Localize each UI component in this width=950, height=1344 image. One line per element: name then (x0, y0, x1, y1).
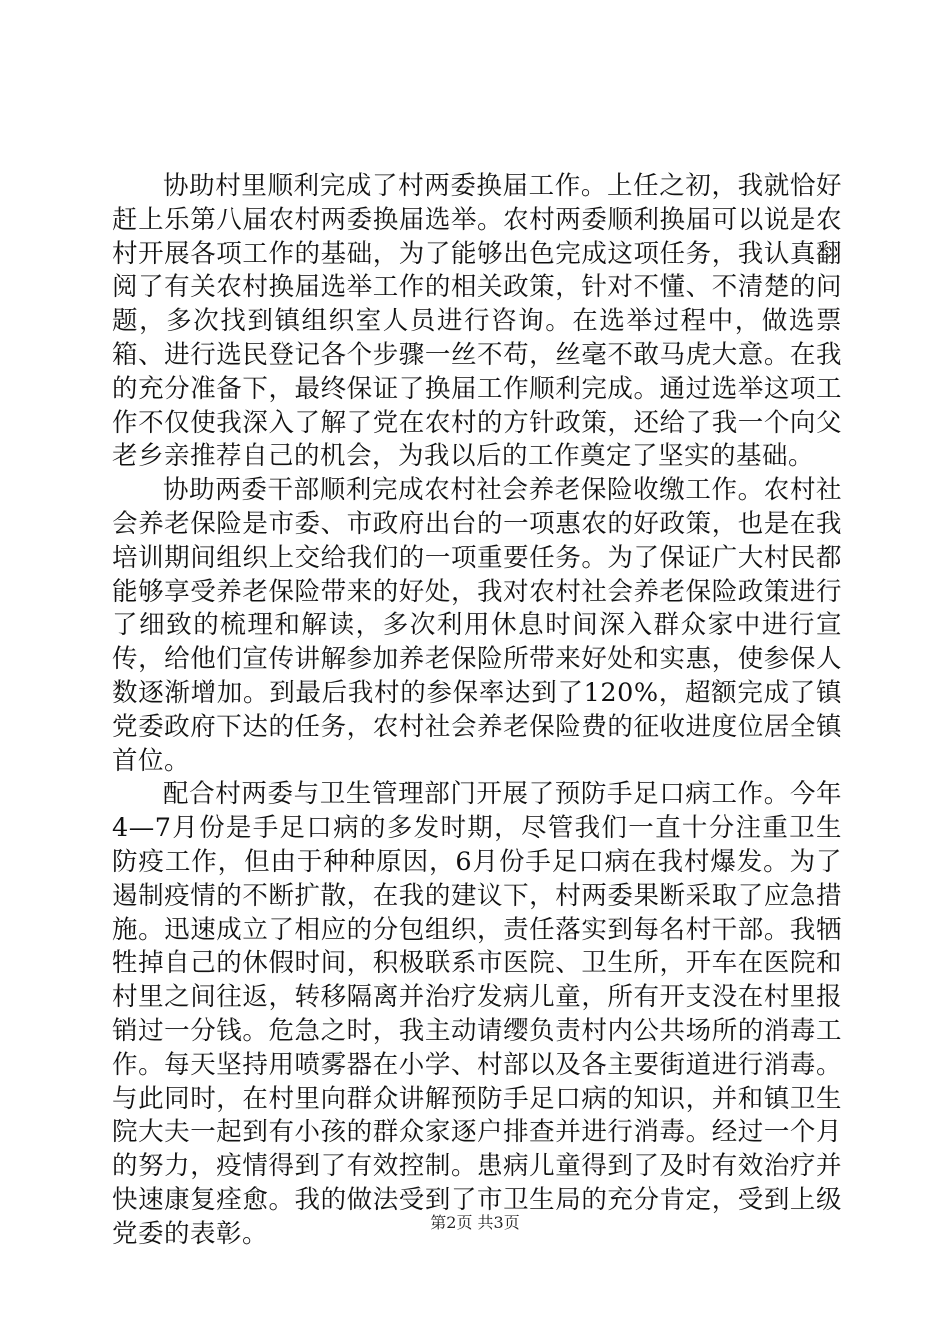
page-footer (0, 1213, 950, 1233)
page-number: 第2页 共3页 (430, 1213, 520, 1232)
paragraph-hfmd-prevention: 配合村两委与卫生管理部门开展了预防手足口病工作。今年4—7月份是手足口病的多发时期，尽管我们一直十分注重卫生防疫工作，但由于种种原因，6月份手足口病在我村爆发。为了遏制疫情的不断扩散，在我的建议下，村两委果断采取了应急措施。迅速成立了相应的分包组织，责任落实到每名村干部。我牺牲掉自己的休假时间，积极联系市医院、卫生所，开车在医院和村里之间往返，转移隔离并治疗发病儿童，所有开支没在村里报销过一分钱。危急之时，我主动请缨负责村内公共场所的消毒工作。每天坚持用喷雾器在小学、村部以及各主要街道进行消毒。与此同时，在村里向群众讲解预防手足口病的知识，并和镇卫生院大夫一起到有小孩的群众家逐户排查并进行消毒。经过一个月的努力，疫情得到了有效控制。患病儿童得到了及时有效治疗并快速康复痊愈。我的做法受到了市卫生局的充分肯定，受到上级党委的表彰。 (112, 779, 842, 1249)
paragraph-pension-insurance: 协助两委干部顺利完成农村社会养老保险收缴工作。农村社会养老保险是市委、市政府出台的一项惠农的好政策，也是在我培训期间组织上交给我们的一项重要任务。为了保证广大村民都能够享受养老保险带来的好处，我对农村社会养老保险政策进行了细致的梳理和解读，多次利用休息时间深入群众家中进行宣传，给他们宣传讲解参加养老保险所带来好处和实惠，使参保人数逐渐增加。到最后我村的参保率达到了120%，超额完成了镇党委政府下达的任务，农村社会养老保险费的征收进度位居全镇首位。 (112, 475, 842, 776)
paragraph-election: 协助村里顺利完成了村两委换届工作。上任之初，我就恰好赶上乐第八届农村两委换届选举。农村两委顺利换届可以说是农村开展各项工作的基础，为了能够出色完成这项任务，我认真翻阅了有关农村换届选举工作的相关政策，针对不懂、不清楚的问题，多次找到镇组织室人员进行咨询。在选举过程中，做选票箱、进行选民登记各个步骤一丝不苟，丝毫不敢马虎大意。在我的充分准备下，最终保证了换届工作顺利完成。通过选举这项工作不仅使我深入了解了党在农村的方针政策，还给了我一个向父老乡亲推荐自己的机会，为我以后的工作奠定了坚实的基础。 (112, 171, 842, 472)
document-body (112, 170, 842, 1252)
